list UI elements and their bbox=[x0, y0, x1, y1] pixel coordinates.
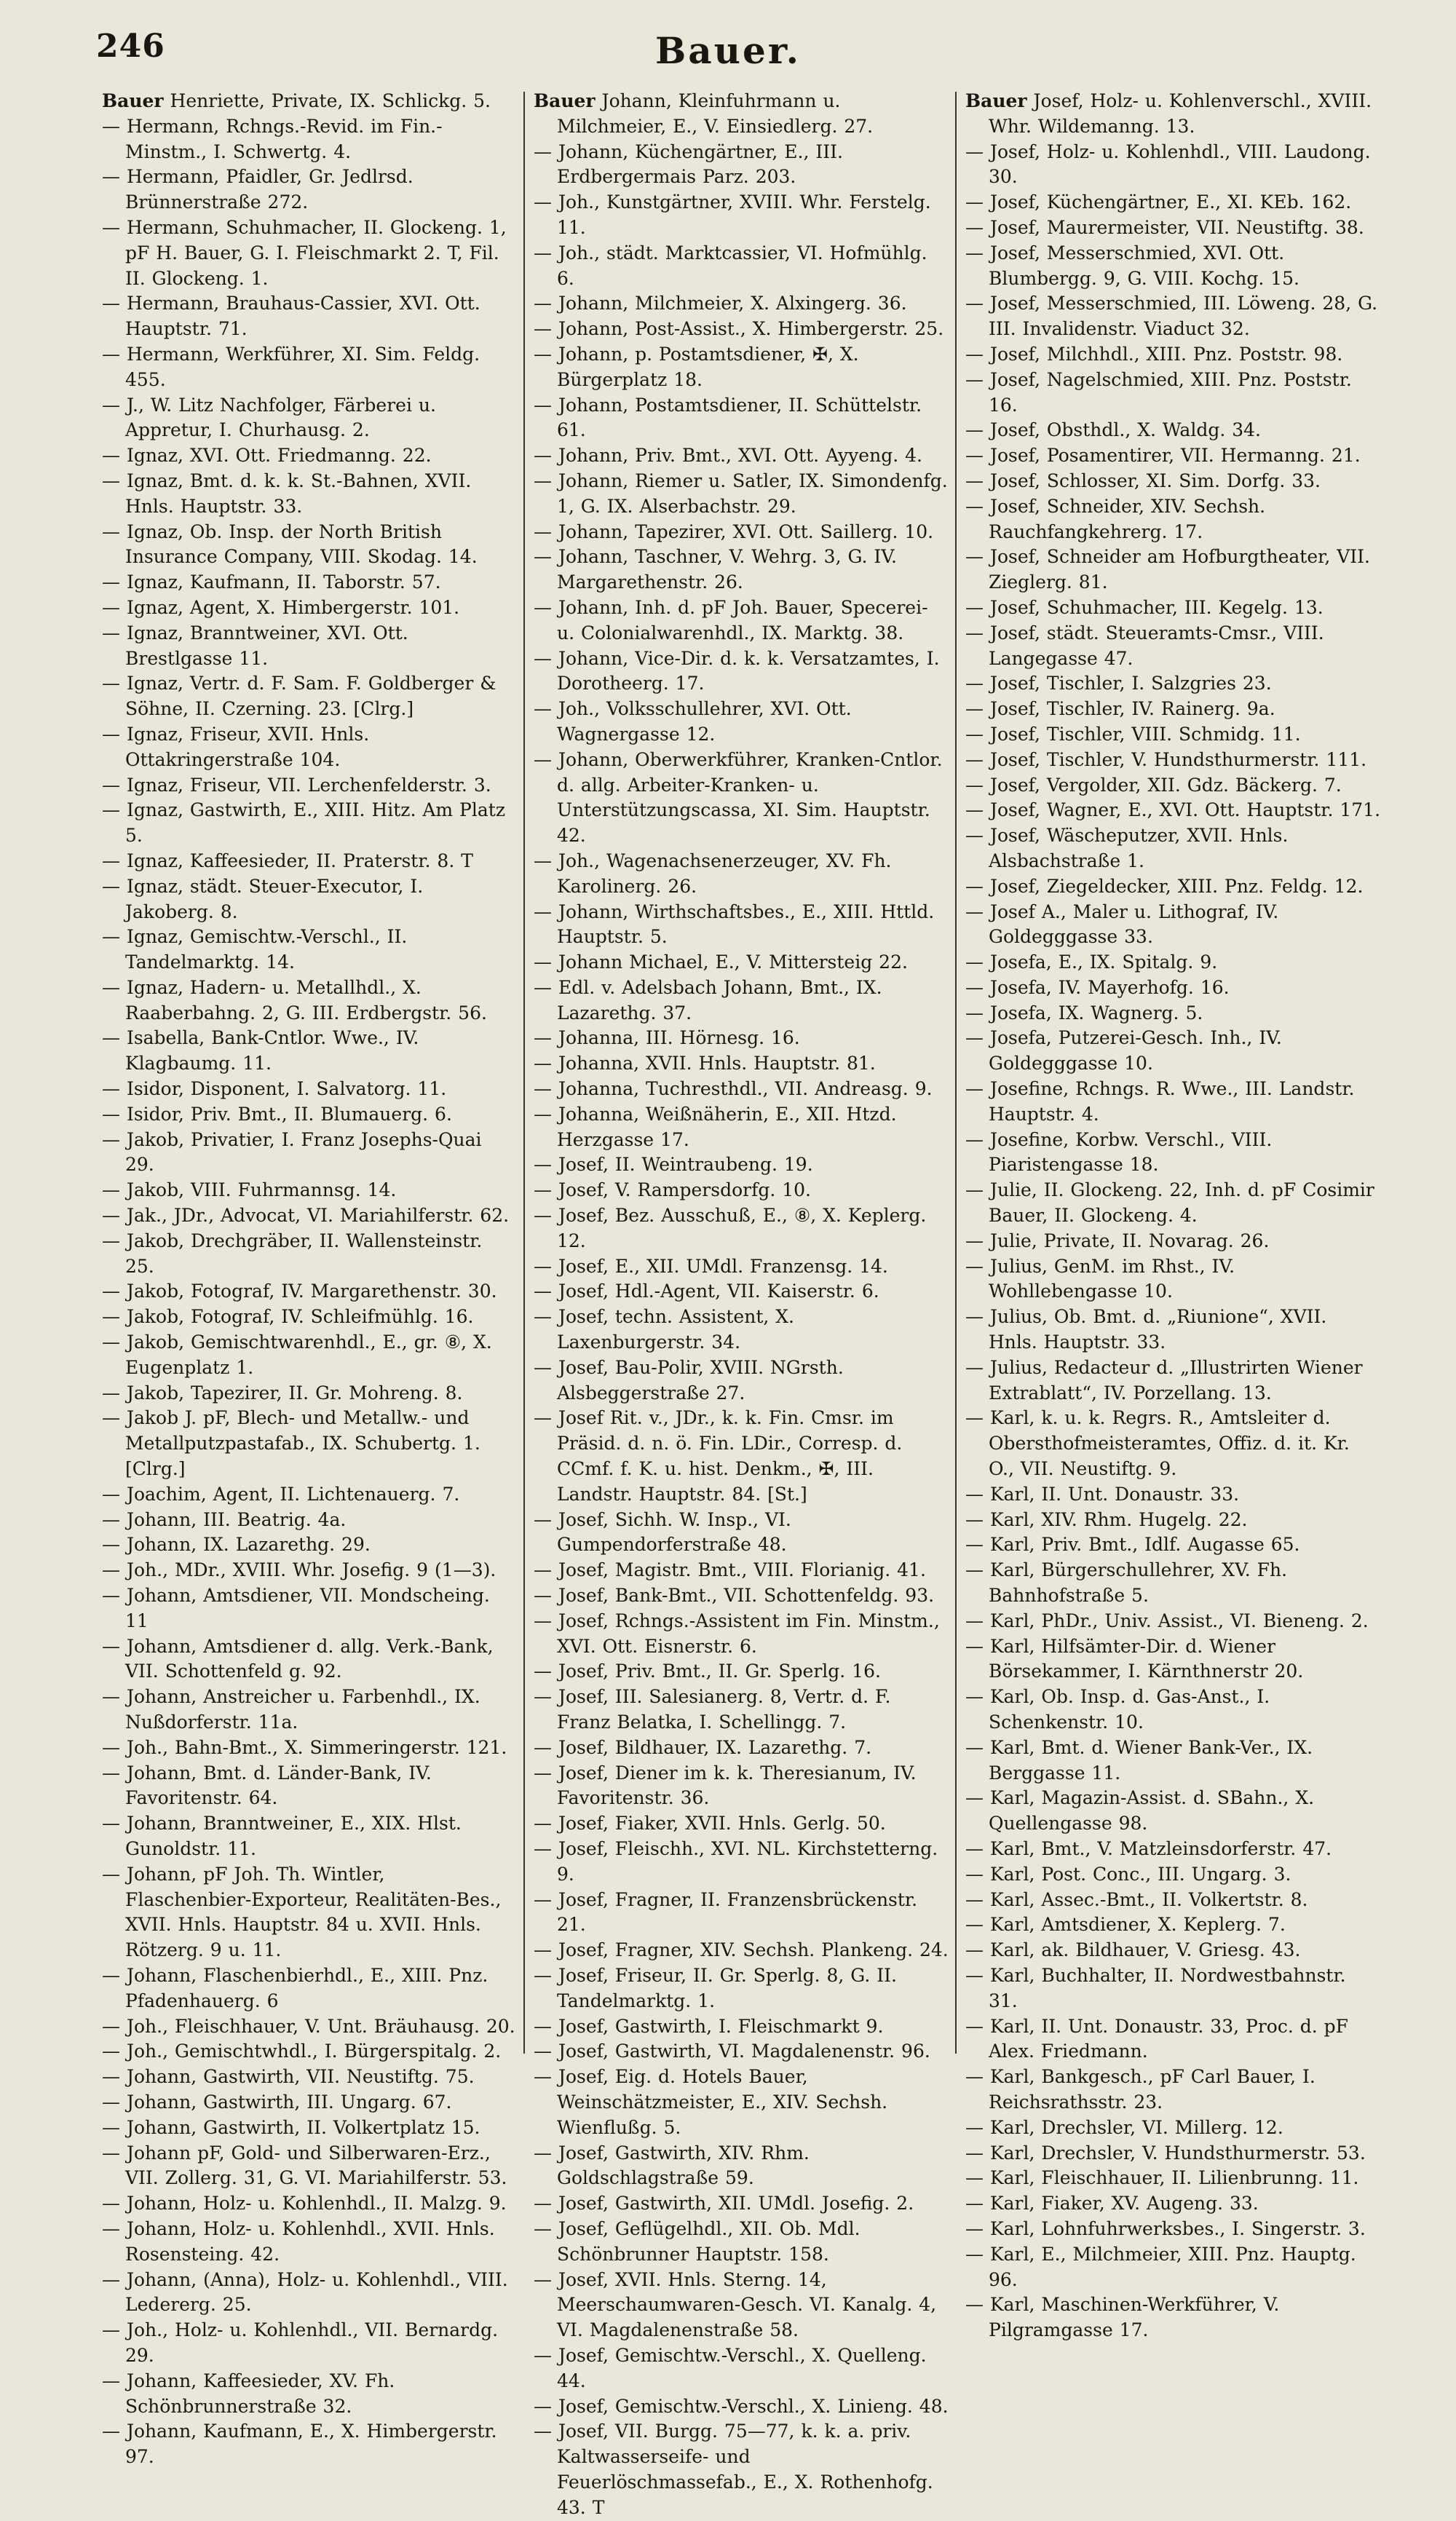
directory-entry: — Ignaz, Hadern- u. Metallhdl., X. Raaberbahng. 2, G. III. Erdbergstr. 56. bbox=[102, 976, 487, 1024]
directory-entry: — Johann, Gastwirth, III. Ungarg. 67. bbox=[102, 2091, 452, 2113]
directory-entry: — Karl, Drechsler, VI. Millerg. 12. bbox=[965, 2116, 1283, 2138]
directory-entry: — Josef, städt. Steueramts-Cmsr., VIII. Langegasse 47. bbox=[965, 622, 1324, 669]
directory-entry: — Josef, Fiaker, XVII. Hnls. Gerlg. 50. bbox=[534, 1813, 886, 1835]
directory-entry: — Hermann, Rchngs.-Revid. im Fin.-Minstm., I. Schwertg. 4. bbox=[102, 115, 443, 162]
directory-entry: — Jakob, Fotograf, IV. Margarethenstr. 30. bbox=[102, 1281, 497, 1302]
directory-entry: — Johann, Oberwerkführer, Kranken-Cntlor. d. allg. Arbeiter-Kranken- u. Unterstützungscassa, XI. Sim. Hauptstr. 42. bbox=[534, 748, 943, 847]
directory-entry: — Karl, Hilfsämter-Dir. d. Wiener Börsekammer, I. Kärnthnerstr 20. bbox=[965, 1635, 1304, 1682]
directory-entry: — Karl, Bankgesch., pF Carl Bauer, I. Reichsrathsstr. 23. bbox=[965, 2066, 1315, 2113]
directory-entry: — Karl, II. Unt. Donaustr. 33, Proc. d. pF Alex. Friedmann. bbox=[965, 2015, 1348, 2062]
directory-entry: — Johann, Küchengärtner, E., III. Erdbergermais Parz. 203. bbox=[534, 141, 843, 188]
directory-entry: — Johann, Amtsdiener d. allg. Verk.-Bank, VII. Schottenfeld g. 92. bbox=[102, 1635, 494, 1682]
directory-entry: — Joh., Holz- u. Kohlenhdl., VII. Bernardg. 29. bbox=[102, 2319, 499, 2366]
directory-entry: — Josef, Diener im k. k. Theresianum, IV. Favoritenstr. 36. bbox=[534, 1762, 917, 1809]
directory-entry: — Josef, Maurermeister, VII. Neustiftg. 38. bbox=[965, 216, 1364, 238]
directory-entry: — Jakob J. pF, Blech- und Metallw.- und Metallputzpastafab., IX. Schubertg. 1. [Clrg.] bbox=[102, 1407, 480, 1480]
directory-entry: — Ignaz, städt. Steuer-Executor, I. Jakoberg. 8. bbox=[102, 875, 424, 922]
directory-entry: — Josefa, Putzerei-Gesch. Inh., IV. Goldegggasse 10. bbox=[965, 1027, 1282, 1075]
directory-entry: — Jakob, Tapezirer, II. Gr. Mohreng. 8. bbox=[102, 1382, 463, 1404]
directory-entry: — Joh., Gemischtwhdl., I. Bürgerspitalg. 2. bbox=[102, 2041, 502, 2062]
directory-entry: — Johann, Milchmeier, X. Alxingerg. 36. bbox=[534, 293, 907, 314]
directory-entry: — Johann, IX. Lazarethg. 29. bbox=[102, 1534, 371, 1556]
directory-entry: — Johann, Taschner, V. Wehrg. 3, G. IV. Margarethenstr. 26. bbox=[534, 546, 897, 593]
directory-entry: — Karl, Bmt. d. Wiener Bank-Ver., IX. Berggasse 11. bbox=[965, 1736, 1313, 1784]
directory-entry: — Josef, Wagner, E., XVI. Ott. Hauptstr. 171. bbox=[965, 799, 1381, 821]
directory-entry: — Joh., Bahn-Bmt., X. Simmeringerstr. 121. bbox=[102, 1736, 507, 1758]
directory-entry: — Johann, Gastwirth, VII. Neustiftg. 75. bbox=[102, 2066, 475, 2088]
directory-entry: — Josef, Gemischtw.-Verschl., X. Quelleng. 44. bbox=[534, 2344, 927, 2391]
directory-entry: — Johann pF, Gold- und Silberwaren-Erz., VII. Zollerg. 31, G. VI. Mariahilferstr. 53. bbox=[102, 2142, 507, 2189]
directory-entry: — Johann, Bmt. d. Länder-Bank, IV. Favoritenstr. 64. bbox=[102, 1762, 432, 1809]
directory-entry: — Josef, Tischler, I. Salzgries 23. bbox=[965, 673, 1272, 694]
directory-entry: — Josef, Schuhmacher, III. Kegelg. 13. bbox=[965, 596, 1324, 618]
directory-entry: — Karl, k. u. k. Regrs. R., Amtsleiter d. Obersthofmeisteramtes, Offiz. d. it. Kr. O., VII. Neustiftg. 9. bbox=[965, 1407, 1350, 1480]
directory-entry: — Johann, pF Joh. Th. Wintler, Flaschenbier-Exporteur, Realitäten-Bes., XVII. Hnls. Hauptstr. 84 u. XVII. Hnls. Rötzerg. 9 u. 11. bbox=[102, 1863, 502, 1961]
directory-entry: — Ignaz, Ob. Insp. der North British Insurance Company, VIII. Skodag. 14. bbox=[102, 521, 478, 568]
directory-entry: — Josef A., Maler u. Lithograf, IV. Goldegggasse 33. bbox=[965, 901, 1279, 948]
directory-entry: — Ignaz, Gastwirth, E., XIII. Hitz. Am Platz 5. bbox=[102, 799, 505, 847]
directory-entry: — Josef Rit. v., JDr., k. k. Fin. Cmsr. im Präsid. d. n. ö. Fin. LDir., Corresp. d. CCmf. f. K. u. hist. Denkm., ✠, III. Landstr. Hauptstr. 84. [St.] bbox=[534, 1407, 903, 1505]
directory-entry: — Julius, Redacteur d. „Illustrirten Wiener Extrablatt“, IV. Porzellang. 13. bbox=[965, 1356, 1363, 1404]
directory-entry: — Josef, Tischler, V. Hundsthurmerstr. 111. bbox=[965, 748, 1367, 770]
directory-entry: — Josef, Obsthdl., X. Waldg. 34. bbox=[965, 419, 1261, 441]
directory-entry: — Ignaz, Vertr. d. F. Sam. F. Goldberger & Söhne, II. Czerning. 23. [Clrg.] bbox=[102, 673, 496, 720]
directory-entry: — Johann, Wirthschaftsbes., E., XIII. Httld. Hauptstr. 5. bbox=[534, 901, 935, 948]
directory-entry: — Hermann, Schuhmacher, II. Glockeng. 1, pF H. Bauer, G. I. Fleischmarkt 2. T, Fil. II. Glockeng. 1. bbox=[102, 216, 507, 289]
directory-entry: — Josef, Posamentirer, VII. Hermanng. 21. bbox=[965, 445, 1361, 467]
directory-entry: — Josefine, Rchngs. R. Wwe., III. Landstr. Hauptstr. 4. bbox=[965, 1078, 1355, 1125]
directory-entry: — Josef, Gastwirth, VI. Magdalenenstr. 96. bbox=[534, 2041, 930, 2062]
directory-entry: — Karl, Lohnfuhrwerksbes., I. Singerstr. 3. bbox=[965, 2217, 1366, 2239]
directory-entry: — Jakob, VIII. Fuhrmannsg. 14. bbox=[102, 1179, 397, 1201]
directory-entry: — Karl, Magazin-Assist. d. SBahn., X. Quellengasse 98. bbox=[965, 1787, 1315, 1835]
directory-entry: — Johanna, III. Hörnesg. 16. bbox=[534, 1027, 800, 1049]
directory-entry: — Josef, Vergolder, XII. Gdz. Bäckerg. 7. bbox=[965, 774, 1342, 796]
directory-entry: — Ignaz, Gemischtw.-Verschl., II. Tandelmarktg. 14. bbox=[102, 926, 408, 973]
directory-entry: — Jakob, Drechgräber, II. Wallensteinstr. 25. bbox=[102, 1230, 483, 1277]
directory-entry: — Johann, Riemer u. Satler, IX. Simondenfg. 1, G. IX. Alserbachstr. 29. bbox=[534, 470, 948, 517]
directory-entry: — Hermann, Pfaidler, Gr. Jedlrsd. Brünnerstraße 272. bbox=[102, 166, 414, 213]
directory-entry: — Johann, Vice-Dir. d. k. k. Versatzamtes, I. Dorotheerg. 17. bbox=[534, 647, 940, 694]
directory-entry: — Josef, Fleischh., XVI. NL. Kirchstetterng. 9. bbox=[534, 1837, 938, 1885]
running-head: Bauer. bbox=[655, 29, 801, 72]
directory-entry: — Karl, XIV. Rhm. Hugelg. 22. bbox=[965, 1508, 1248, 1530]
directory-entry: — Johann, Tapezirer, XVI. Ott. Saillerg. 10. bbox=[534, 521, 934, 542]
directory-entry: — Johann, p. Postamtsdiener, ✠, X. Bürgerplatz 18. bbox=[534, 343, 859, 390]
directory-entry: — Johann, (Anna), Holz- u. Kohlenhdl., VIII. Ledererg. 25. bbox=[102, 2268, 508, 2316]
directory-entry: — Josef, II. Weintraubeng. 19. bbox=[534, 1154, 813, 1176]
directory-entry: — Josef, Tischler, IV. Rainerg. 9a. bbox=[965, 698, 1275, 720]
directory-entry: — Johann, Inh. d. pF Joh. Bauer, Specerei- u. Colonialwarenhdl., IX. Marktg. 38. bbox=[534, 596, 928, 644]
column-3 bbox=[965, 89, 1381, 2341]
directory-entry: — Josef, Schneider am Hofburgtheater, VII. Zieglerg. 81. bbox=[965, 546, 1370, 593]
directory-entry: — Joh., MDr., XVIII. Whr. Josefig. 9 (1—3). bbox=[102, 1559, 496, 1581]
directory-entry: — Josef, Schlosser, XI. Sim. Dorfg. 33. bbox=[965, 470, 1321, 491]
directory-entry: — Johann, III. Beatrig. 4a. bbox=[102, 1508, 347, 1530]
directory-entry: — Johann, Branntweiner, E., XIX. Hlst. Gunoldstr. 11. bbox=[102, 1813, 462, 1859]
directory-entry: — Josef, Magistr. Bmt., VIII. Florianig. 41. bbox=[534, 1559, 926, 1581]
directory-entry: — Ignaz, Friseur, XVII. Hnls. Ottakringerstraße 104. bbox=[102, 723, 370, 770]
directory-entry: — Johann, Flaschenbierhdl., E., XIII. Pnz. Pfadenhauerg. 6 bbox=[102, 1964, 488, 2011]
directory-entry: — Johanna, Tuchresthdl., VII. Andreasg. 9. bbox=[534, 1078, 933, 1100]
directory-entry: — Josef, Schneider, XIV. Sechsh. Rauchfangkehrerg. 17. bbox=[965, 495, 1266, 542]
directory-entry: — Johann, Kaufmann, E., X. Himbergerstr. 97. bbox=[102, 2421, 497, 2468]
directory-entry: — Josef, Messerschmied, XVI. Ott. Blumbergg. 9, G. VIII. Kochg. 15. bbox=[965, 242, 1299, 289]
directory-entry: — Jakob, Privatier, I. Franz Josephs-Quai 29. bbox=[102, 1128, 482, 1176]
directory-entry: — Karl, Post. Conc., III. Ungarg. 3. bbox=[965, 1863, 1291, 1885]
directory-entry: — Josef, Küchengärtner, E., XI. KEb. 162. bbox=[965, 191, 1352, 213]
directory-entry: — Karl, Bürgerschullehrer, XV. Fh. Bahnhofstraße 5. bbox=[965, 1559, 1288, 1607]
directory-entry: — Ignaz, Agent, X. Himbergerstr. 101. bbox=[102, 596, 460, 618]
directory-entry: — Karl, Assec.-Bmt., II. Volkertstr. 8. bbox=[965, 1888, 1308, 1910]
directory-entry: — Josef, Milchhdl., XIII. Pnz. Poststr. 98. bbox=[965, 343, 1343, 365]
directory-entry: — Josef, Geflügelhdl., XII. Ob. Mdl. Schönbrunner Hauptstr. 158. bbox=[534, 2217, 860, 2265]
directory-entry: — Ignaz, Branntweiner, XVI. Ott. Brestlgasse 11. bbox=[102, 622, 408, 669]
directory-entry: — Josef, Wäscheputzer, XVII. Hnls. Alsbachstraße 1. bbox=[965, 825, 1289, 871]
directory-entry: — Josef, Bildhauer, IX. Lazarethg. 7. bbox=[534, 1736, 872, 1758]
directory-entry: — Julie, Private, II. Novarag. 26. bbox=[965, 1230, 1270, 1251]
directory-entry: — Ignaz, Friseur, VII. Lerchenfelderstr. 3. bbox=[102, 774, 491, 796]
directory-entry: — Josef, Holz- u. Kohlenhdl., VIII. Laudong. 30. bbox=[965, 141, 1371, 188]
directory-entry: — Josef, Bau-Polir, XVIII. NGrsth. Alsbeggerstraße 27. bbox=[534, 1356, 844, 1404]
directory-entry: — Josef, Priv. Bmt., II. Gr. Sperlg. 16. bbox=[534, 1661, 881, 1682]
directory-entry: — Johann, Post-Assist., X. Himbergerstr. 25. bbox=[534, 318, 944, 340]
directory-entry: — Isidor, Priv. Bmt., II. Blumauerg. 6. bbox=[102, 1103, 452, 1125]
directory-entry: — Johann, Anstreicher u. Farbenhdl., IX. Nußdorferstr. 11a. bbox=[102, 1686, 480, 1733]
directory-entry: — Karl, Fiaker, XV. Augeng. 33. bbox=[965, 2193, 1259, 2215]
page-number: 246 bbox=[96, 28, 165, 65]
directory-entry: — Joh., Fleischhauer, V. Unt. Bräuhausg. 20. bbox=[102, 2015, 515, 2037]
directory-entry: — Johann, Kaffeesieder, XV. Fh. Schönbrunnerstraße 32. bbox=[102, 2370, 395, 2417]
directory-entry: — Ignaz, XVI. Ott. Friedmanng. 22. bbox=[102, 445, 432, 467]
directory-entry: — Josef, Eig. d. Hotels Bauer, Weinschätzmeister, E., XIV. Sechsh. Wienflußg. 5. bbox=[534, 2066, 888, 2138]
directory-entry: — Julius, GenM. im Rhst., IV. Wohllebengasse 10. bbox=[965, 1255, 1235, 1302]
directory-entry: — Johann, Holz- u. Kohlenhdl., II. Malzg. 9. bbox=[102, 2193, 507, 2215]
directory-entry: — Josef, Hdl.-Agent, VII. Kaiserstr. 6. bbox=[534, 1281, 879, 1302]
directory-entry: — Ignaz, Kaufmann, II. Taborstr. 57. bbox=[102, 571, 441, 593]
directory-entry: — Josef, Fragner, II. Franzensbrückenstr. 21. bbox=[534, 1888, 918, 1936]
directory-entry: — Johann, Postamtsdiener, II. Schüttelstr. 61. bbox=[534, 394, 922, 441]
directory-entry: — Julie, II. Glockeng. 22, Inh. d. pF Cosimir Bauer, II. Glockeng. 4. bbox=[965, 1179, 1374, 1227]
directory-entry: — Isidor, Disponent, I. Salvatorg. 11. bbox=[102, 1078, 447, 1100]
directory-entry: — Ignaz, Bmt. d. k. k. St.-Bahnen, XVII. Hnls. Hauptstr. 33. bbox=[102, 470, 472, 517]
directory-entry: — Karl, Bmt., V. Matzleinsdorferstr. 47. bbox=[965, 1837, 1332, 1859]
directory-entry: — Karl, Amtsdiener, X. Keplerg. 7. bbox=[965, 1914, 1286, 1936]
directory-entry: — Karl, E., Milchmeier, XIII. Pnz. Hauptg. 96. bbox=[965, 2243, 1356, 2290]
directory-entry: — Josef, Gemischtw.-Verschl., X. Linieng. 48. bbox=[534, 2395, 949, 2417]
directory-entry: — Karl, Ob. Insp. d. Gas-Anst., I. Schenkenstr. 10. bbox=[965, 1686, 1270, 1733]
directory-entry: — Isabella, Bank-Cntlor. Wwe., IV. Klagbaumg. 11. bbox=[102, 1027, 419, 1075]
directory-entry: — Josef, Messerschmied, III. Löweng. 28, G. III. Invalidenstr. Viaduct 32. bbox=[965, 293, 1378, 340]
directory-entry: — Joh., städt. Marktcassier, VI. Hofmühlg. 6. bbox=[534, 242, 927, 289]
directory-entry: — Josef, Friseur, II. Gr. Sperlg. 8, G. II. Tandelmarktg. 1. bbox=[534, 1964, 897, 2011]
directory-entry: — Johann, Priv. Bmt., XVI. Ott. Ayyeng. 4. bbox=[534, 445, 922, 467]
directory-entry: — J., W. Litz Nachfolger, Färberei u. Appretur, I. Churhausg. 2. bbox=[102, 394, 436, 441]
directory-entry: — Josef, Gastwirth, I. Fleischmarkt 9. bbox=[534, 2015, 884, 2037]
directory-entry: — Josef, Gastwirth, XIV. Rhm. Goldschlagstraße 59. bbox=[534, 2142, 810, 2189]
directory-entry: — Josef, Bank-Bmt., VII. Schottenfeldg. 93. bbox=[534, 1585, 935, 1607]
directory-entry: Bauer Henriette, Private, IX. Schlickg. 5. bbox=[102, 90, 491, 111]
directory-entry: — Josef, techn. Assistent, X. Laxenburgerstr. 34. bbox=[534, 1306, 795, 1353]
directory-entry: — Johann, Amtsdiener, VII. Mondscheing. 11 bbox=[102, 1585, 490, 1631]
page-header bbox=[0, 0, 1456, 87]
column-divider bbox=[955, 92, 957, 2054]
directory-entry: — Edl. v. Adelsbach Johann, Bmt., IX. Lazarethg. 37. bbox=[534, 976, 882, 1024]
directory-entry: Bauer Johann, Kleinfuhrmann u. Milchmeier, E., V. Einsiedlerg. 27. bbox=[534, 90, 874, 137]
directory-entry: — Karl, Maschinen-Werkführer, V. Pilgramgasse 17. bbox=[965, 2294, 1280, 2341]
column-2 bbox=[534, 89, 949, 2518]
directory-entry: — Karl, Fleischhauer, II. Lilienbrunng. 11. bbox=[965, 2167, 1359, 2189]
directory-entry: — Josefa, E., IX. Spitalg. 9. bbox=[965, 951, 1218, 973]
directory-entry: — Johann, Gastwirth, II. Volkertplatz 15. bbox=[102, 2116, 480, 2138]
directory-entry: — Josefa, IX. Wagnerg. 5. bbox=[965, 1002, 1203, 1024]
directory-entry: — Josef, Rchngs.-Assistent im Fin. Minstm., XVI. Ott. Eisnerstr. 6. bbox=[534, 1610, 940, 1657]
directory-entry: Bauer Josef, Holz- u. Kohlenverschl., XVIII. Whr. Wildemanng. 13. bbox=[965, 90, 1372, 137]
directory-entry: — Ignaz, Kaffeesieder, II. Praterstr. 8. T bbox=[102, 850, 473, 871]
directory-entry: — Josef, E., XII. UMdl. Franzensg. 14. bbox=[534, 1255, 888, 1277]
directory-entry: — Joh., Kunstgärtner, XVIII. Whr. Ferstelg. 11. bbox=[534, 191, 931, 238]
directory-entry: — Karl, PhDr., Univ. Assist., VI. Bieneng. 2. bbox=[965, 1610, 1369, 1631]
directory-entry: — Johanna, Weißnäherin, E., XII. Htzd. Herzgasse 17. bbox=[534, 1103, 897, 1150]
directory-entry: — Josef, Bez. Ausschuß, E., ⑧, X. Keplerg. 12. bbox=[534, 1205, 927, 1251]
directory-entry: — Josef, Fragner, XIV. Sechsh. Plankeng. 24. bbox=[534, 1939, 949, 1961]
directory-entry: — Jakob, Fotograf, IV. Schleifmühlg. 16. bbox=[102, 1306, 474, 1328]
directory-entry: — Joh., Wagenachsenerzeuger, XV. Fh. Karolinerg. 26. bbox=[534, 850, 892, 897]
directory-entry: — Josef, Tischler, VIII. Schmidg. 11. bbox=[965, 723, 1301, 745]
column-divider bbox=[523, 92, 525, 2054]
directory-entry: — Julius, Ob. Bmt. d. „Riunione“, XVII. Hnls. Hauptstr. 33. bbox=[965, 1306, 1327, 1353]
directory-entry: — Josefine, Korbw. Verschl., VIII. Piaristengasse 18. bbox=[965, 1128, 1273, 1176]
directory-entry: — Jak., JDr., Advocat, VI. Mariahilferstr. 62. bbox=[102, 1205, 510, 1227]
directory-entry: — Johann Michael, E., V. Mittersteig 22. bbox=[534, 951, 908, 973]
directory-entry: — Joachim, Agent, II. Lichtenauerg. 7. bbox=[102, 1483, 460, 1505]
directory-entry: — Hermann, Brauhaus-Cassier, XVI. Ott. Hauptstr. 71. bbox=[102, 293, 480, 340]
directory-entry: — Josef, Nagelschmied, XIII. Pnz. Poststr. 16. bbox=[965, 368, 1352, 416]
directory-entry: — Josef, VII. Burgg. 75—77, k. k. a. priv. Kaltwasserseife- und Feuerlöschmassefab., E., X. Rothenhofg. 43. T bbox=[534, 2421, 933, 2518]
directory-entry: — Josef, V. Rampersdorfg. 10. bbox=[534, 1179, 811, 1201]
directory-entry: — Josef, III. Salesianerg. 8, Vertr. d. F. Franz Belatka, I. Schellingg. 7. bbox=[534, 1686, 891, 1733]
directory-entry: — Karl, Buchhalter, II. Nordwestbahnstr. 31. bbox=[965, 1964, 1346, 2011]
directory-entry: — Karl, Priv. Bmt., Idlf. Augasse 65. bbox=[965, 1534, 1300, 1556]
directory-entry: — Joh., Volksschullehrer, XVI. Ott. Wagnergasse 12. bbox=[534, 698, 852, 745]
directory-entry: — Hermann, Werkführer, XI. Sim. Feldg. 455. bbox=[102, 343, 480, 390]
directory-entry: — Jakob, Gemischtwarenhdl., E., gr. ⑧, X. Eugenplatz 1. bbox=[102, 1331, 492, 1378]
directory-entry: — Johanna, XVII. Hnls. Hauptstr. 81. bbox=[534, 1053, 876, 1075]
directory-entry: — Karl, Drechsler, V. Hundsthurmerstr. 53. bbox=[965, 2142, 1366, 2164]
directory-entry: — Josefa, IV. Mayerhofg. 16. bbox=[965, 976, 1230, 998]
directory-entry: — Josef, Sichh. W. Insp., VI. Gumpendorferstraße 48. bbox=[534, 1508, 791, 1556]
column-1 bbox=[102, 89, 517, 2468]
directory-entry: — Josef, Ziegeldecker, XIII. Pnz. Feldg. 12. bbox=[965, 875, 1364, 897]
directory-entry: — Josef, Gastwirth, XII. UMdl. Josefig. 2. bbox=[534, 2193, 914, 2215]
directory-entry: — Josef, XVII. Hnls. Sterng. 14, Meerschaumwaren-Gesch. VI. Kanalg. 4, VI. Magdalenenstraße 58. bbox=[534, 2268, 937, 2341]
directory-entry: — Karl, ak. Bildhauer, V. Griesg. 43. bbox=[965, 1939, 1301, 1961]
directory-entry: — Johann, Holz- u. Kohlenhdl., XVII. Hnls. Rosensteing. 42. bbox=[102, 2217, 495, 2265]
directory-entry: — Karl, II. Unt. Donaustr. 33. bbox=[965, 1483, 1240, 1505]
